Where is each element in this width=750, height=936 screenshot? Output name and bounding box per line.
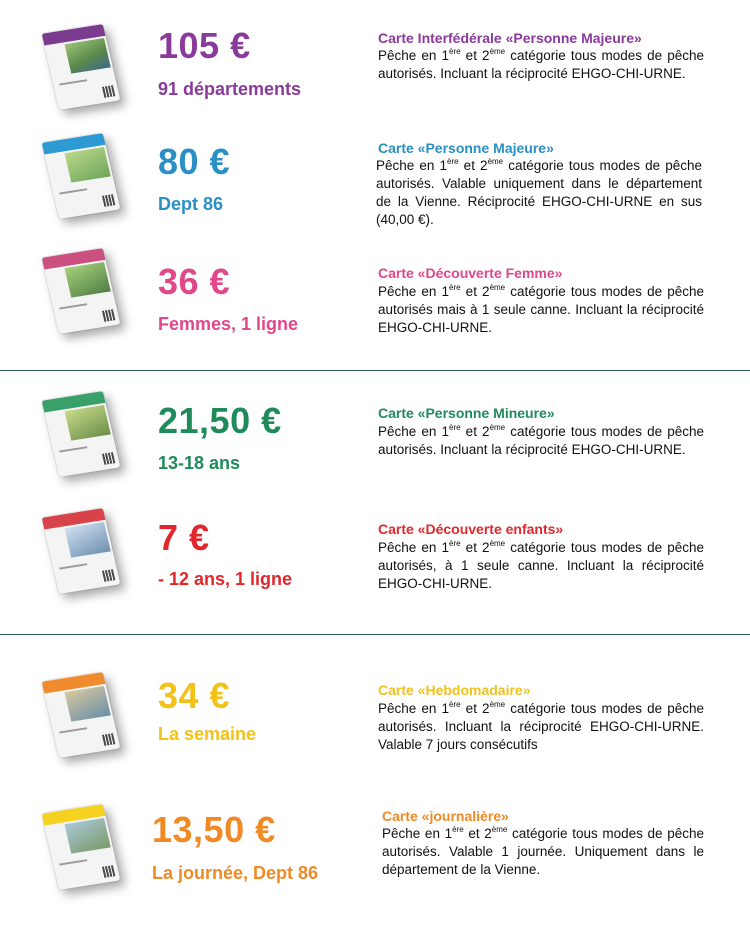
qr-code-icon — [102, 85, 115, 97]
card-title: Carte Interfédérale «Personne Majeure» — [378, 30, 642, 46]
card-name-line — [59, 188, 87, 194]
price: 13,50 € — [152, 809, 276, 850]
price-subtitle: La semaine — [158, 724, 257, 744]
card-title: Carte «journalière» — [382, 808, 509, 824]
card-thumbnail-image — [42, 804, 121, 890]
card-name-line — [59, 563, 87, 569]
card-title: Carte «Découverte Femme» — [378, 265, 563, 281]
card-name-line — [59, 446, 87, 452]
card-photo — [64, 405, 110, 441]
price-subtitle: 13-18 ans — [158, 453, 241, 473]
card-photo — [64, 262, 110, 298]
card-thumbnail-image — [42, 133, 121, 219]
qr-code-icon — [102, 309, 115, 321]
qr-code-icon — [102, 569, 115, 581]
card-description: Pêche en 1ère et 2ème catégorie tous modes de pêche autorisés. Valable 1 journée. Uniquement dans le département de la Vienne. — [382, 825, 704, 877]
price-subtitle: - 12 ans, 1 ligne — [158, 569, 293, 589]
price-subtitle: 91 départements — [158, 79, 302, 99]
card-description: Pêche en 1ère et 2ème catégorie tous modes de pêche autorisés mais à 1 seule canne. Incluant la réciprocité EHGO-CHI-URNE. — [378, 283, 705, 335]
card-title: Carte «Personne Mineure» — [378, 405, 555, 421]
card-name-line — [59, 727, 87, 733]
card-thumbnail-image — [42, 24, 121, 110]
card-title: Carte «Hebdomadaire» — [378, 682, 531, 698]
card-description: Pêche en 1ère et 2ème catégorie tous modes de pêche autorisés. Valable uniquement dans le département de la Vienne. Réciprocité EHGO-CHI-URNE en sus (40,00 €). — [376, 157, 703, 227]
card-name-line — [59, 859, 87, 865]
card-thumbnail-image — [42, 248, 121, 334]
qr-code-icon — [102, 865, 115, 877]
price-subtitle: La journée, Dept 86 — [152, 863, 319, 883]
price: 105 € — [158, 25, 251, 66]
card-thumbnail-image — [42, 672, 121, 758]
price-subtitle: Femmes, 1 ligne — [158, 314, 299, 334]
price-subtitle: Dept 86 — [158, 194, 224, 214]
section-divider — [0, 634, 750, 635]
qr-code-icon — [102, 194, 115, 206]
card-description: Pêche en 1ère et 2ème catégorie tous modes de pêche autorisés, à 1 seule canne. Incluant la réciprocité EHGO-CHI-URNE. — [378, 539, 705, 591]
card-thumbnail-image — [42, 508, 121, 594]
price: 36 € — [158, 261, 231, 302]
price: 21,50 € — [158, 400, 282, 441]
qr-code-icon — [102, 733, 115, 745]
card-name-line — [59, 79, 87, 85]
card-name-line — [59, 303, 87, 309]
card-photo — [64, 686, 110, 722]
card-photo — [64, 522, 110, 558]
card-description: Pêche en 1ère et 2ème catégorie tous modes de pêche autorisés. Incluant la réciprocité EHGO-CHI-URNE. Valable 7 jours consécutifs — [378, 700, 705, 752]
card-title: Carte «Personne Majeure» — [378, 140, 554, 156]
card-photo — [64, 38, 110, 74]
price: 7 € — [158, 517, 210, 558]
qr-code-icon — [102, 452, 115, 464]
card-photo — [64, 818, 110, 854]
section-divider — [0, 370, 750, 371]
card-thumbnail-image — [42, 391, 121, 477]
price: 34 € — [158, 675, 231, 716]
price: 80 € — [158, 141, 231, 182]
card-description: Pêche en 1ère et 2ème catégorie tous modes de pêche autorisés. Incluant la réciprocité EHGO-CHI-URNE. — [378, 47, 705, 81]
card-description: Pêche en 1ère et 2ème catégorie tous modes de pêche autorisés. Incluant la réciprocité EHGO-CHI-URNE. — [378, 423, 705, 457]
card-photo — [64, 147, 110, 183]
card-title: Carte «Découverte enfants» — [378, 521, 564, 537]
